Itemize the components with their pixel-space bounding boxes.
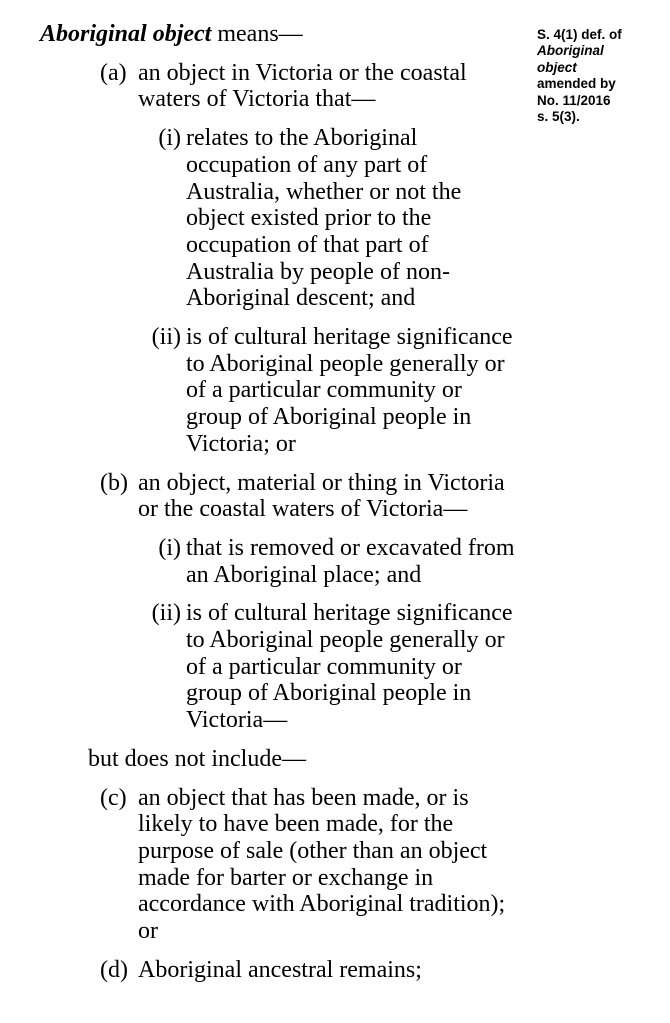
definition-item — [40, 957, 522, 984]
item-text: Aboriginal ancestral remains; — [138, 956, 422, 983]
definition-items — [40, 60, 522, 984]
item-label: (a) — [100, 59, 127, 86]
margin-note-line — [537, 27, 637, 43]
margin-note-text: s. 5(3). — [537, 109, 580, 125]
item-text: an object in Victoria or the coastal waters of Victoria that— — [138, 59, 467, 113]
margin-note-text: object — [537, 59, 577, 75]
defined-term: Aboriginal object — [40, 21, 212, 47]
margin-note-text: amended by — [537, 76, 616, 92]
item-text: an object that has been made, or is likely to have been made, for the purpose of sale (other than an object made for barter or exchange in accordance with Aboriginal tradition); or — [138, 784, 506, 945]
item-text: an object, material or thing in Victoria or the coastal waters of Victoria— — [138, 469, 505, 523]
item-label: (i) — [158, 534, 181, 561]
item-label: (c) — [100, 784, 127, 811]
definition-item — [40, 470, 522, 523]
margin-note-text: No. 11/2016 — [537, 92, 611, 108]
item-label: (ii) — [151, 600, 181, 627]
definition-item — [40, 785, 522, 945]
item-text: that is removed or excavated from an Aboriginal place; and — [186, 534, 515, 588]
definition-item — [40, 60, 522, 113]
definition-heading — [40, 21, 522, 48]
definition-body — [40, 21, 522, 984]
item-label: (i) — [158, 125, 181, 152]
margin-note-line — [537, 43, 637, 59]
item-label: (d) — [100, 956, 128, 983]
item-text: is of cultural heritage significance to Aboriginal people generally or of a particular community or group of Aboriginal people in Victoria; or — [186, 324, 513, 457]
definition-item — [40, 746, 522, 773]
margin-note-line — [537, 93, 637, 109]
definition-item — [40, 600, 522, 734]
margin-note-line — [537, 60, 637, 76]
definition-item — [40, 324, 522, 458]
item-label: (b) — [100, 469, 128, 496]
item-text: relates to the Aboriginal occupation of any part of Australia, whether or not the object existed prior to the occupation of that part of Australia by people of non-Aboriginal descent; and — [186, 125, 462, 312]
margin-note-text: S. 4(1) def. of — [537, 27, 622, 42]
definition-item — [40, 535, 522, 588]
definition-item — [40, 125, 522, 312]
margin-note — [537, 27, 637, 125]
definition-heading-suffix: means— — [211, 21, 303, 47]
item-label: (ii) — [151, 324, 181, 351]
item-text: but does not include— — [88, 745, 306, 772]
item-text: is of cultural heritage significance to Aboriginal people generally or of a particular community or group of Aboriginal people in Victoria— — [186, 600, 513, 734]
margin-note-line — [537, 109, 637, 125]
margin-note-text: Aboriginal — [537, 43, 604, 59]
margin-note-line — [537, 76, 637, 92]
